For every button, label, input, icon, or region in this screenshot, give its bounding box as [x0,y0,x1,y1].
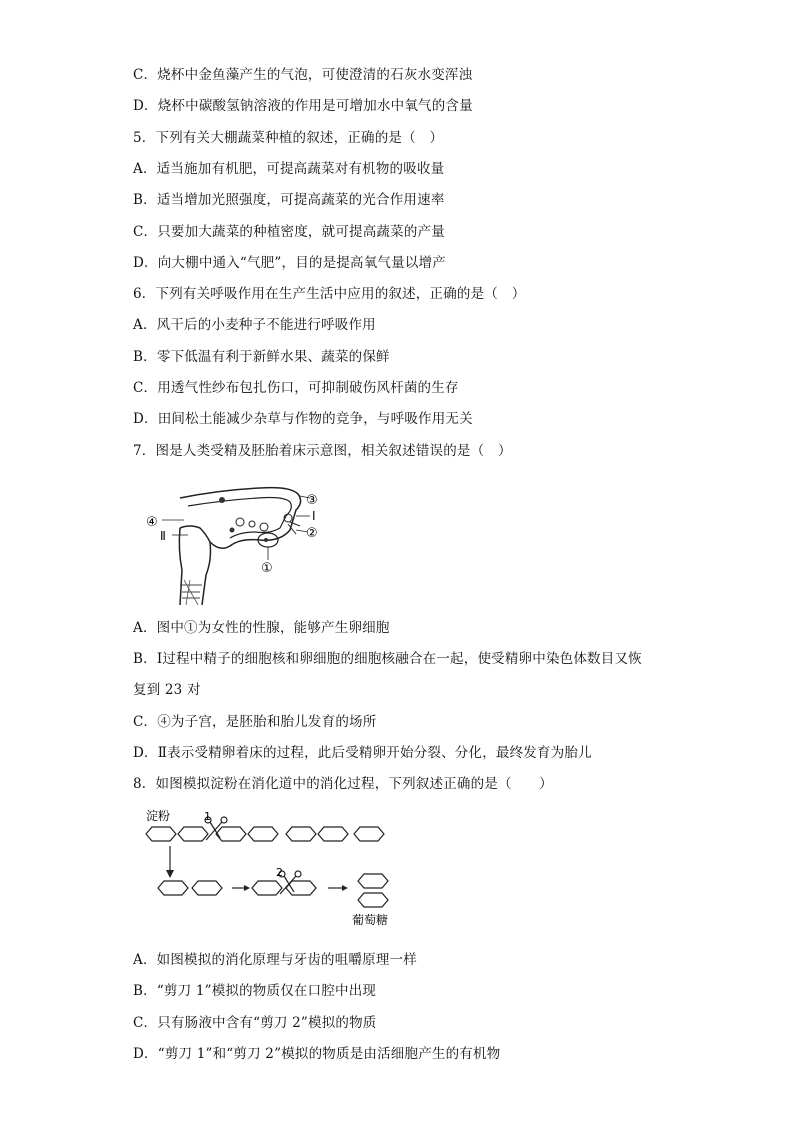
option-5d: D．向大棚中通入“气肥”，目的是提高氧气量以增产 [133,255,446,271]
option-8d: D．“剪刀 1”和“剪刀 2”模拟的物质是由活细胞产生的有机物 [133,1046,501,1062]
question-5: 5．下列有关大棚蔬菜种植的叙述，正确的是（ ） [133,130,444,146]
option-8b: B．“剪刀 1”模拟的物质仅在口腔中出现 [133,983,377,999]
label-3: ③ [306,493,318,508]
option-7b: B．Ⅰ过程中精子的细胞核和卵细胞的细胞核融合在一起，使受精卵中染色体数目又恢 [133,651,642,667]
label-I: Ⅰ [312,509,316,523]
fertilization-diagram [140,480,340,610]
option-6c: C．用透气性纱布包扎伤口，可抑制破伤风杆菌的生存 [133,380,459,396]
label-1: ① [261,561,273,576]
option-5c: C．只要加大蔬菜的种植密度，就可提高蔬菜的产量 [133,224,445,240]
glucose-label: 葡萄糖 [352,913,389,927]
starch-label: 淀粉 [146,809,171,823]
option-8a: A．如图模拟的消化原理与牙齿的咀嚼原理一样 [133,952,417,968]
option-7b-cont: 复到 23 对 [133,682,201,698]
option-8c: C．只有肠液中含有“剪刀 2”模拟的物质 [133,1015,377,1031]
option-5b: B．适当增加光照强度，可提高蔬菜的光合作用速率 [133,192,445,208]
question-7: 7．图是人类受精及胚胎着床示意图，相关叙述错误的是（ ） [133,443,512,459]
scissor-1-label: 1 [204,810,211,823]
option-5d-prev: D．烧杯中碳酸氢钠溶液的作用是可增加水中氧气的含量 [133,98,473,114]
scissor-2-label: 2 [276,866,283,879]
option-6b: B．零下低温有利于新鲜水果、蔬菜的保鲜 [133,349,390,365]
option-5c-prev: C．烧杯中金鱼藻产生的气泡，可使澄清的石灰水变浑浊 [133,67,473,83]
option-7d: D．Ⅱ表示受精卵着床的过程，此后受精卵开始分裂、分化，最终发育为胎儿 [133,745,592,761]
option-5a: A．适当施加有机肥，可提高蔬菜对有机物的吸收量 [133,161,445,177]
question-6: 6．下列有关呼吸作用在生产生活中应用的叙述，正确的是（ ） [133,286,526,302]
question-8: 8．如图模拟淀粉在消化道中的消化过程，下列叙述正确的是（ ） [133,776,553,792]
option-6a: A．风干后的小麦种子不能进行呼吸作用 [133,317,376,333]
label-II: Ⅱ [160,529,166,543]
option-7a: A．图中①为女性的性腺，能够产生卵细胞 [133,620,390,636]
label-2: ② [306,526,318,541]
option-6d: D．田间松土能减少杂草与作物的竞争，与呼吸作用无关 [133,411,473,427]
label-4: ④ [146,515,158,530]
option-7c: C．④为子宫，是胚胎和胎儿发育的场所 [133,714,377,730]
starch-digestion-diagram [140,808,420,933]
